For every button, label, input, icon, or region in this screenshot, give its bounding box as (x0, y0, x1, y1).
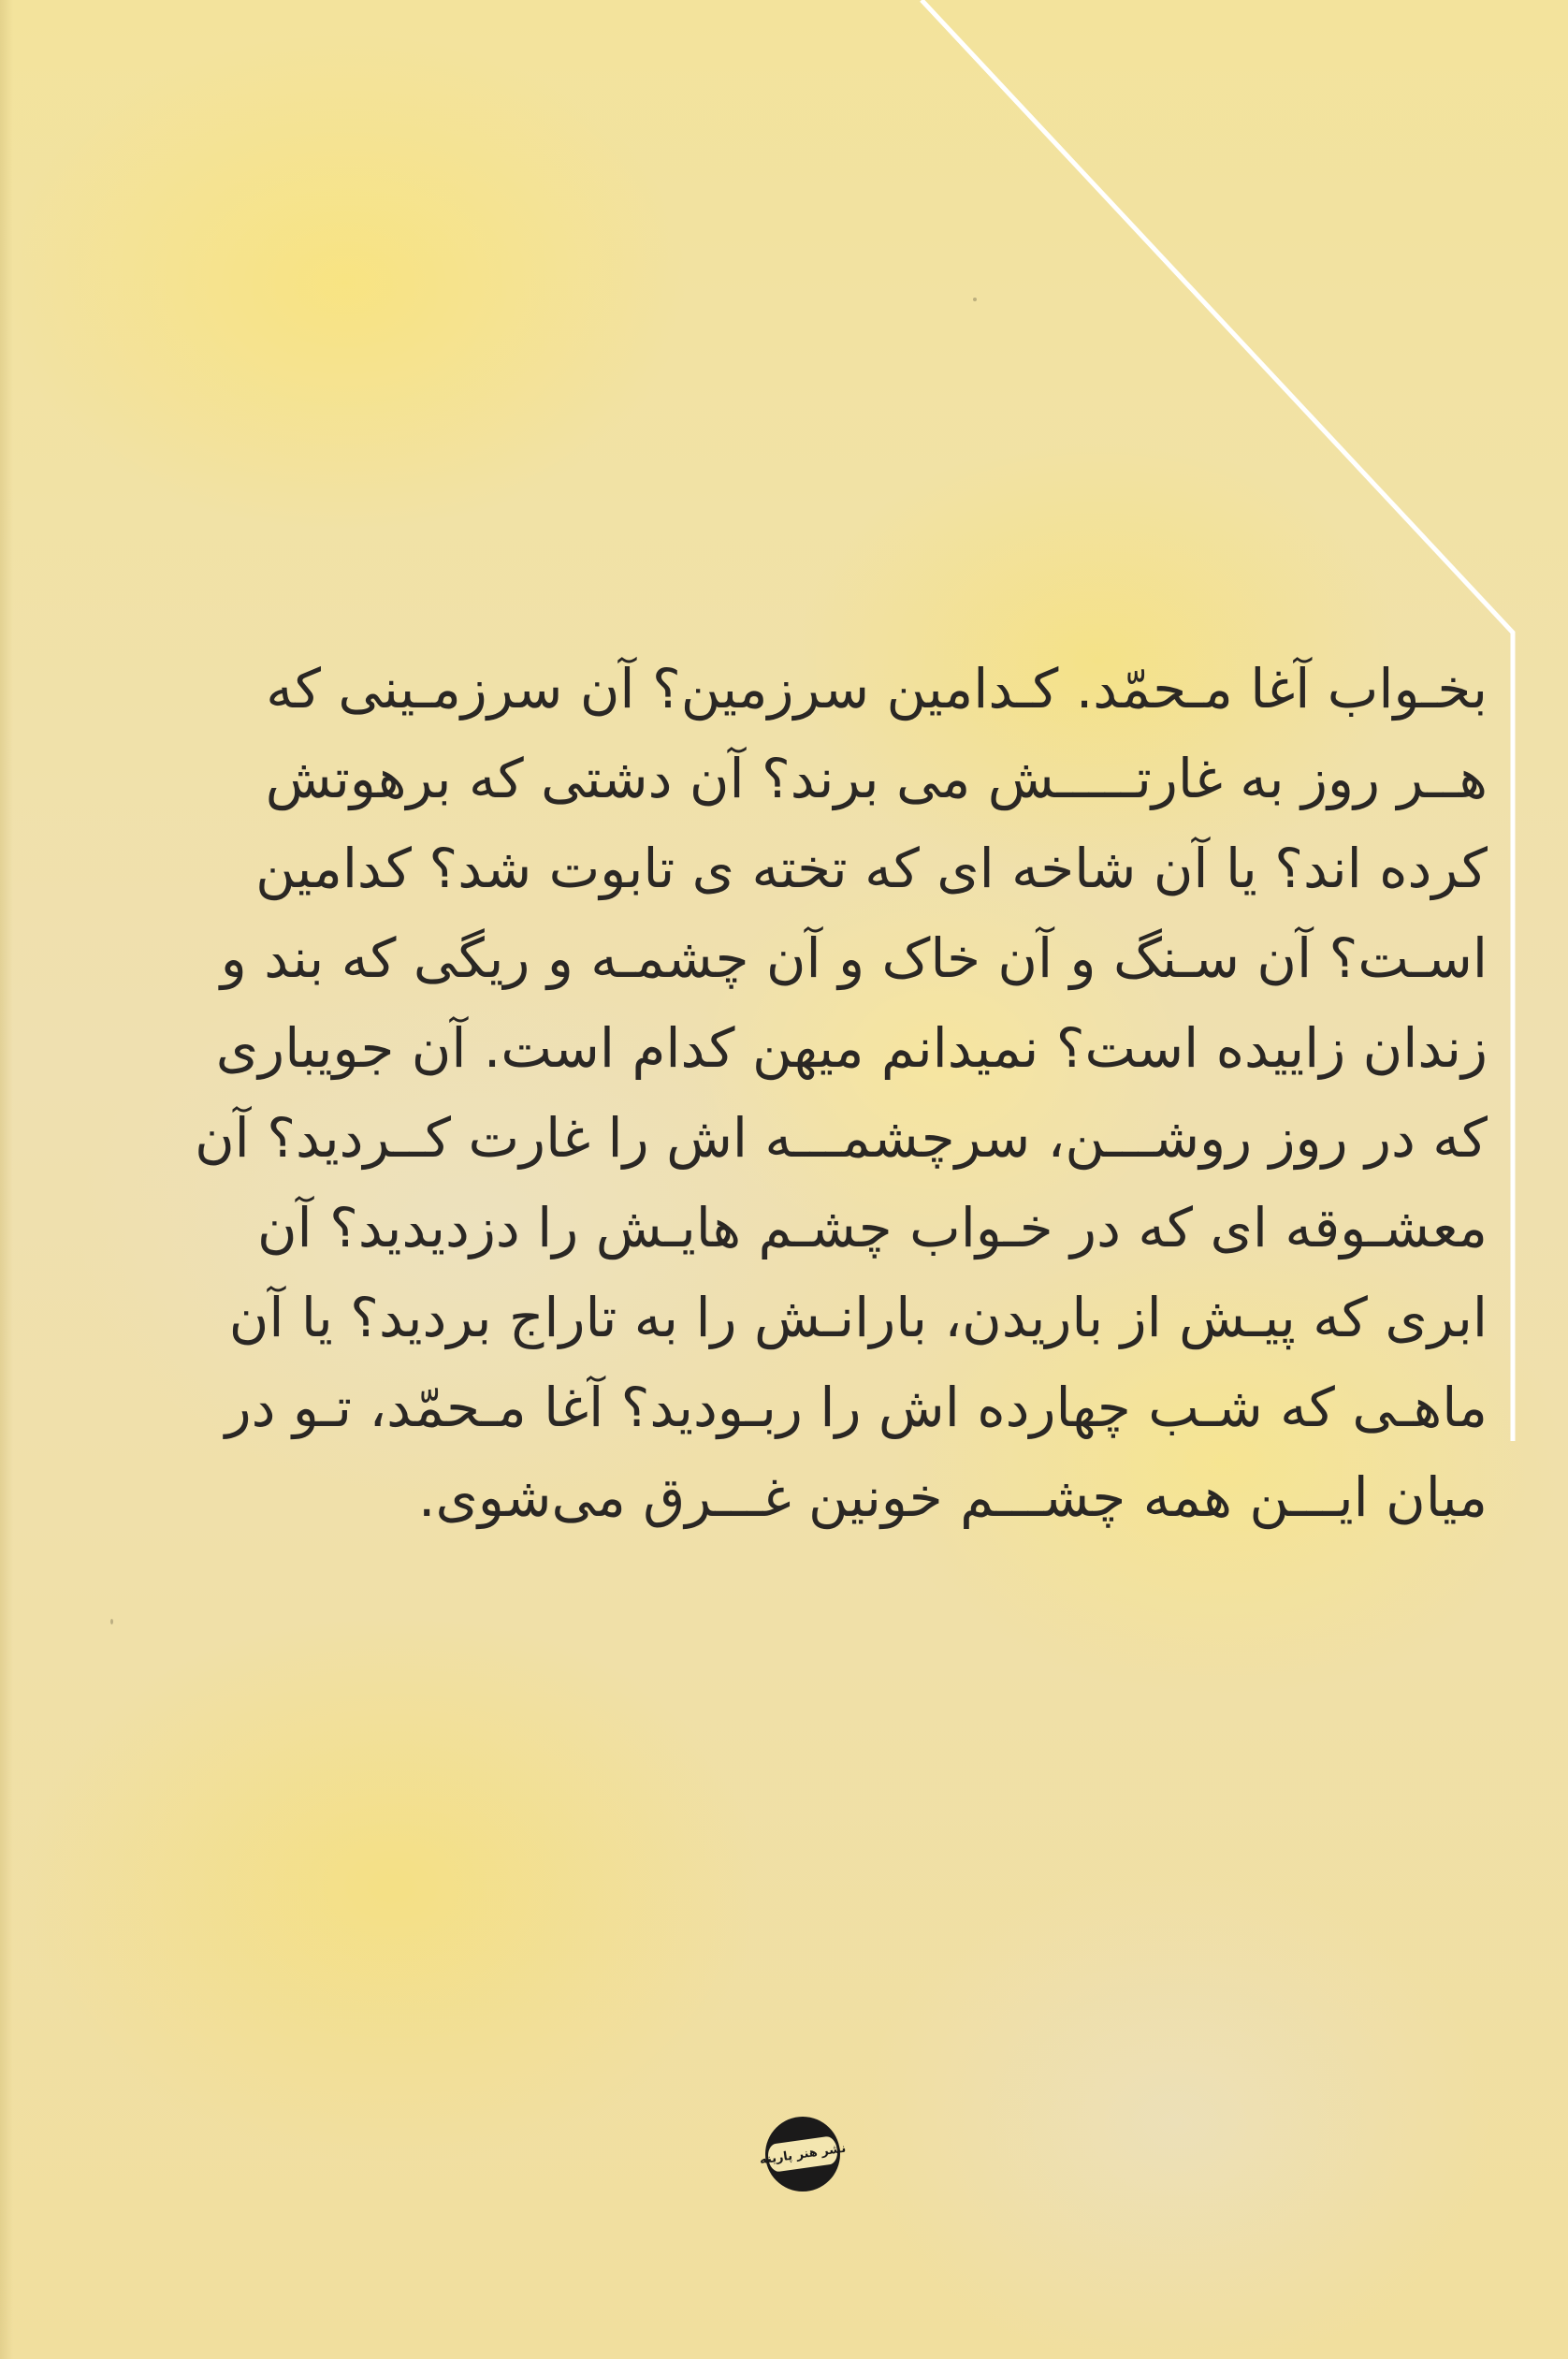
blurb-line: که در روز روشـــن، سرچشمـــه اش را غارت کــردید؟ آن (195, 1106, 1488, 1170)
publisher-logo-icon (758, 2117, 848, 2192)
blurb-line: ابری که پیـش از باریدن، بارانـش را به تاراج بردید؟ یا آن (228, 1286, 1488, 1349)
publisher-logo-text: نشر هنر پارینه (766, 2135, 838, 2173)
blurb-line: ماهـی که شـب چهارده اش را ربـودید؟ آغا مـحمّد، تـو در (225, 1376, 1488, 1439)
paper-speck (973, 298, 977, 301)
back-cover-blurb (195, 644, 1488, 1542)
blurb-line: معشـوقه ای که در خـواب چشـم هایـش را دزدیدید؟ آن (256, 1196, 1488, 1260)
blurb-line: میان ایـــن همه چشـــم خونین غـــرق می‌شوی. (418, 1465, 1488, 1529)
paper-speck (110, 1619, 113, 1624)
blurb-line: کرده اند؟ یا آن شاخه ای که تخته ی تابوت شد؟ کدامین (255, 837, 1488, 900)
blurb-line: هــر روز به غارتـــــش می برند؟ آن دشتی که برهوتش (265, 747, 1488, 810)
blurb-line: بخـواب آغا مـحمّد. کـدامین سرزمین؟ آن سرزمـینی که (266, 657, 1488, 721)
blurb-line: اسـت؟ آن سـنگ و آن خاک و آن چشمـه و ریگی که بند و (220, 926, 1488, 990)
blurb-line: زندان زاییده است؟ نمیدانم میهن کدام است. آن جویباری (215, 1016, 1488, 1080)
